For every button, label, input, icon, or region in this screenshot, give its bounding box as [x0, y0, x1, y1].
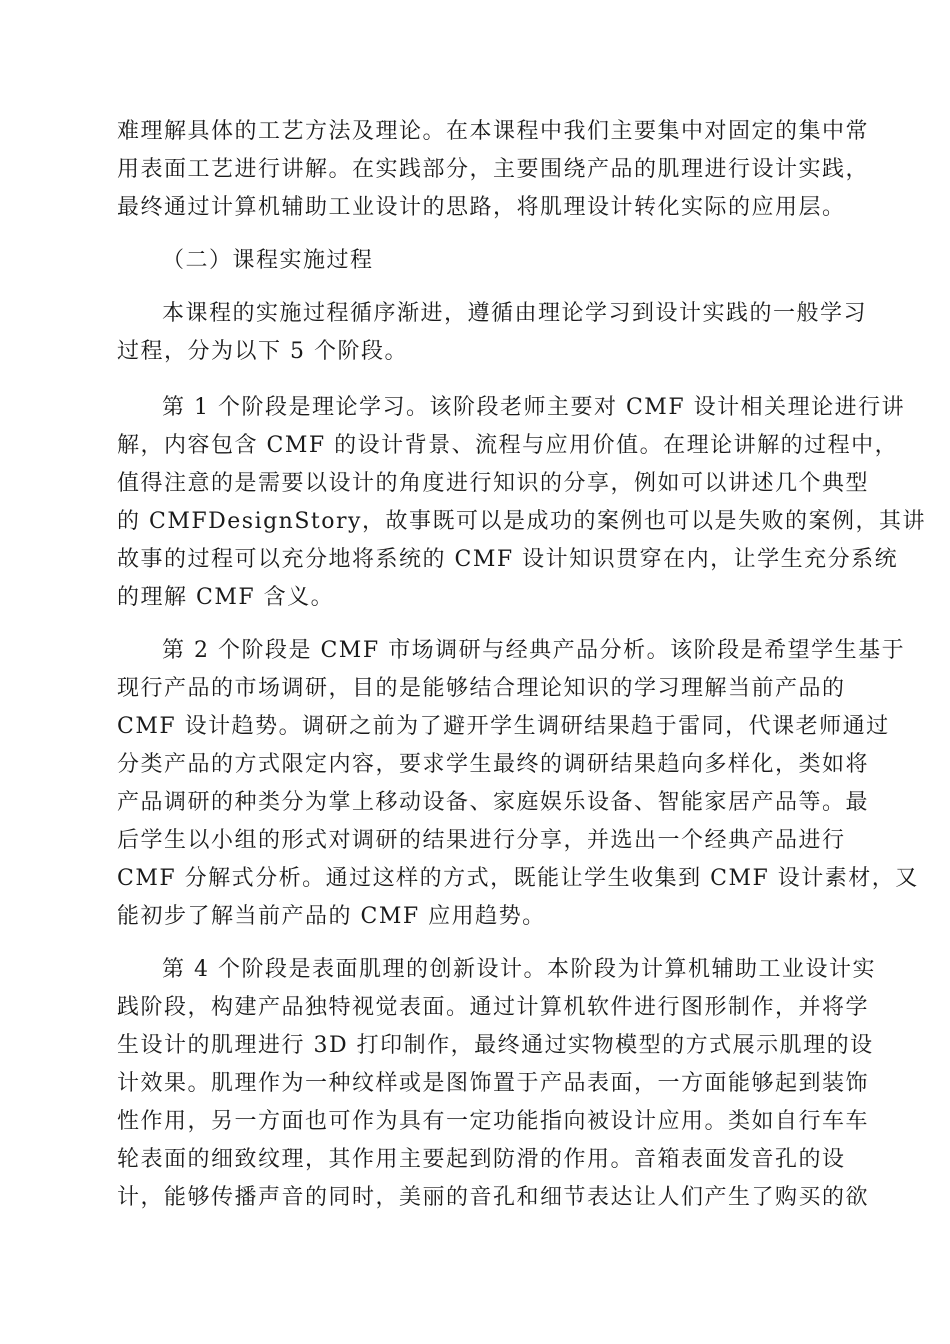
text-line: 生设计的肌理进行 3D 打印制作，最终通过实物模型的方式展示肌理的设: [117, 1033, 874, 1058]
text-line: 的 CMFDesignStory，故事既可以是成功的案例也可以是失败的案例，其讲: [117, 509, 926, 534]
text-line: CMF 设计趋势。调研之前为了避开学生调研结果趋于雷同，代课老师通过: [117, 714, 890, 739]
section-heading: （二）课程实施过程: [162, 248, 374, 273]
text-line: 轮表面的细致纹理，其作用主要起到防滑的作用。音箱表面发音孔的设: [117, 1147, 846, 1172]
text-line: 解，内容包含 CMF 的设计背景、流程与应用价值。在理论讲解的过程中，: [117, 433, 899, 458]
text-line: 过程，分为以下 5 个阶段。: [117, 339, 408, 364]
text-line: 产品调研的种类分为掌上移动设备、家庭娱乐设备、智能家居产品等。最: [117, 790, 870, 815]
text-line: CMF 分解式分析。通过这样的方式，既能让学生收集到 CMF 设计素材，又: [117, 866, 919, 891]
text-line: 后学生以小组的形式对调研的结果进行分享，并选出一个经典产品进行: [117, 828, 846, 853]
text-line: 用表面工艺进行讲解。在实践部分，主要围绕产品的肌理进行设计实践，: [117, 157, 870, 182]
text-line: 性作用，另一方面也可作为具有一定功能指向被设计应用。类如自行车车: [117, 1109, 870, 1134]
text-line: 计，能够传播声音的同时，美丽的音孔和细节表达让人们产生了购买的欲: [117, 1185, 870, 1210]
text-line: 践阶段，构建产品独特视觉表面。通过计算机软件进行图形制作，并将学: [117, 995, 870, 1020]
text-line: 能初步了解当前产品的 CMF 应用趋势。: [117, 904, 546, 929]
text-line: 现行产品的市场调研，目的是能够结合理论知识的学习理解当前产品的: [117, 676, 846, 701]
text-line: 值得注意的是需要以设计的角度进行知识的分享，例如可以讲述几个典型: [117, 471, 870, 496]
text-line: 计效果。肌理作为一种纹样或是图饰置于产品表面，一方面能够起到装饰: [117, 1071, 870, 1096]
text-line: 本课程的实施过程循序渐进，遵循由理论学习到设计实践的一般学习: [162, 301, 868, 326]
text-line: 第 2 个阶段是 CMF 市场调研与经典产品分析。该阶段是希望学生基于: [162, 638, 906, 663]
text-line: 的理解 CMF 含义。: [117, 585, 335, 610]
text-line: 难理解具体的工艺方法及理论。在本课程中我们主要集中对固定的集中常: [117, 119, 870, 144]
text-line: 分类产品的方式限定内容，要求学生最终的调研结果趋向多样化，类如将: [117, 752, 870, 777]
text-line: 故事的过程可以充分地将系统的 CMF 设计知识贯穿在内，让学生充分系统: [117, 547, 899, 572]
text-line: 第 4 个阶段是表面肌理的创新设计。本阶段为计算机辅助工业设计实: [162, 957, 876, 982]
text-line: 第 1 个阶段是理论学习。该阶段老师主要对 CMF 设计相关理论进行讲: [162, 395, 906, 420]
text-line: 最终通过计算机辅助工业设计的思路，将肌理设计转化实际的应用层。: [117, 195, 846, 220]
